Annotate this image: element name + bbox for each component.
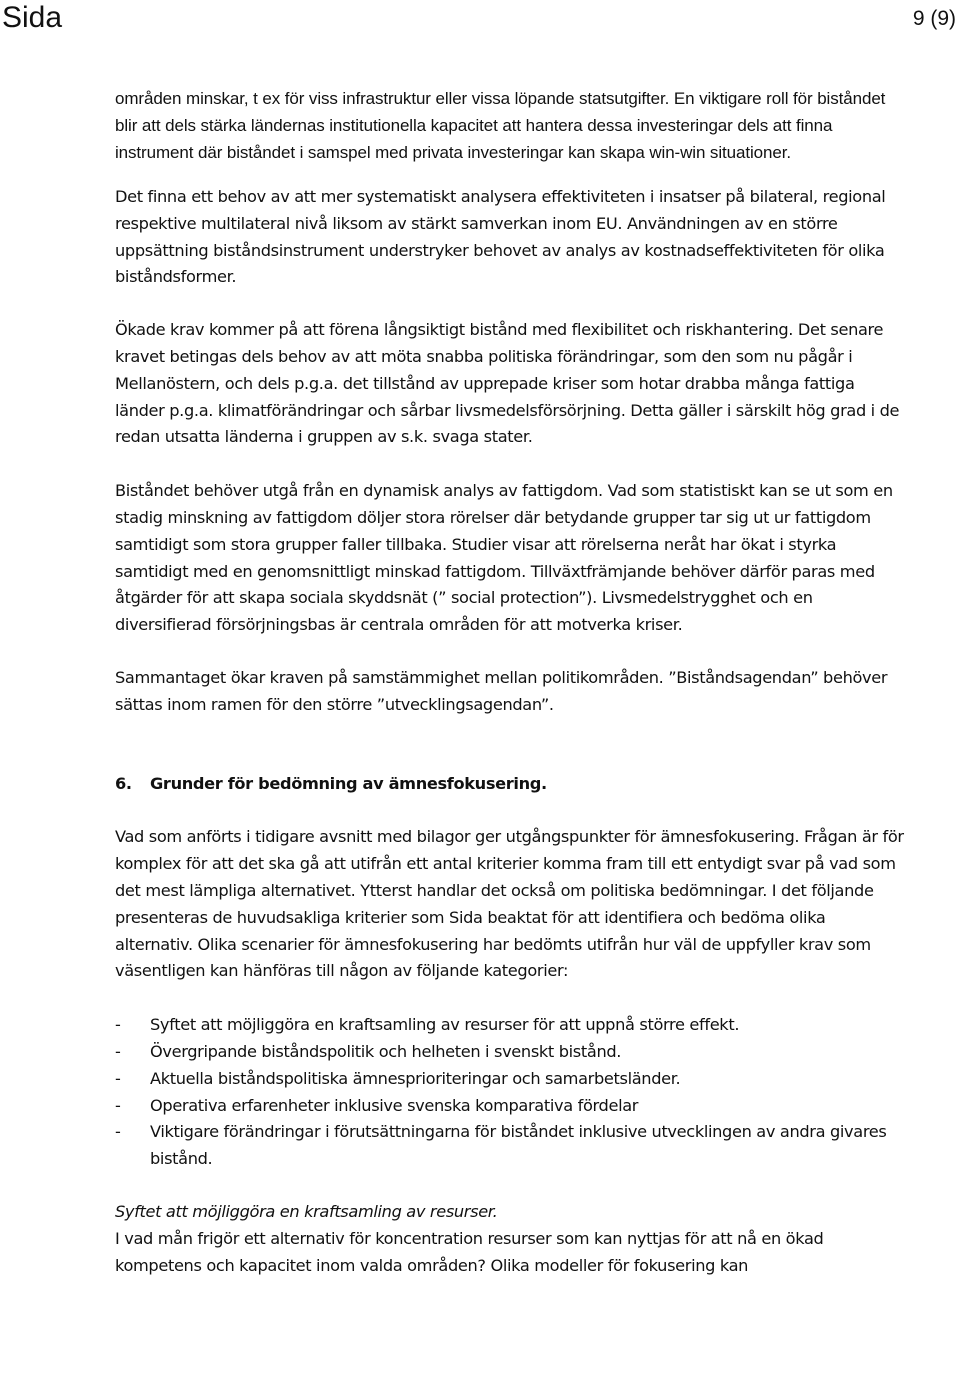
subheading: Syftet att möjliggöra en kraftsamling av resurser. (115, 1201, 498, 1221)
paragraph-1: områden minskar, t ex för viss infrastruktur eller vissa löpande statsutgifter. En viktigare roll för biståndet blir att dels stärka ländernas institutionella kapacitet att hantera dessa investeringar dels att finna instrument där biståndet i samspel med privata investeringar kan skapa win-win situationer. (115, 89, 886, 162)
criteria-list (115, 1012, 905, 1173)
document-body (115, 85, 905, 1279)
list-item (115, 1039, 905, 1066)
list-item-text: Övergripande biståndspolitik och helheten i svenskt bistånd. (150, 1041, 622, 1061)
section-heading (115, 771, 905, 798)
list-item (115, 1012, 905, 1039)
bullet-marker: - (115, 1015, 121, 1035)
list-item-text: Operativa erfarenheter inklusive svenska komparativa fördelar (150, 1095, 639, 1115)
section-title: Grunder för bedömning av ämnesfokusering. (150, 773, 547, 793)
paragraph-4: Biståndet behöver utgå från en dynamisk analys av fattigdom. Vad som statistiskt kan se ut som en stadig minskning av fattigdom döljer stora rörelser där betydande grupper tar sig ut ur fattigdom samtidigt som stora grupper faller tillbaka. Studier visar att rörelserna neråt har ökat i styrka samtidigt med en genomsnittligt minskad fattigdom. Tillväxtfrämjande behöver därför paras med åtgärder för att skapa sociala skyddsnät (” social protection”). Livsmedelstrygghet och en diversifierad försörjningsbas är centrala områden för att motverka kriser. (115, 481, 893, 635)
paragraph-3: Ökade krav kommer på att förena långsiktigt bistånd med flexibilitet och riskhantering. Det senare kravet betingas dels behov av att möta snabba politiska förändringar, som den som nu pågår i Mellanöstern, och dels p.g.a. det tillstånd av upprepade kriser som hotar drabba många fattiga länder p.g.a. klimatförändringar och sårbar livsmedelsförsörjning. Detta gäller i särskilt hög grad i de redan utsatta länderna i gruppen av s.k. svaga stater. (115, 320, 900, 447)
list-item-text: Aktuella biståndspolitiska ämnesprioriteringar och samarbetsländer. (150, 1068, 681, 1088)
bullet-marker: - (115, 1068, 121, 1088)
bullet-marker: - (115, 1041, 121, 1061)
list-item-text: Viktigare förändringar i förutsättningarna för biståndet inklusive utvecklingen av andra givares bistånd. (150, 1122, 887, 1169)
bullet-marker: - (115, 1095, 121, 1115)
list-item (115, 1093, 905, 1120)
list-item-text: Syftet att möjliggöra en kraftsamling av resurser för att uppnå större effekt. (150, 1015, 740, 1035)
paragraph-7: I vad mån frigör ett alternativ för koncentration resurser som kan nyttjas för att nå en ökad kompetens och kapacitet inom valda områden? Olika modeller för fokusering kan (115, 1228, 824, 1275)
header-brand: Sida (2, 1, 63, 34)
paragraph-2: Det finna ett behov av att mer systematiskt analysera effektiviteten i insatser på bilateral, regional respektive multilateral nivå liksom av stärkt samverkan inom EU. Användningen av en större uppsättning biståndsinstrument understryker behovet av analys av kostnadseffektiviteten för olika biståndsformer. (115, 187, 886, 287)
paragraph-5: Sammantaget ökar kraven på samstämmighet mellan politikområden. ”Biståndsagendan” behöver sättas inom ramen för den större ”utvecklingsagendan”. (115, 667, 888, 714)
section-number: 6. (115, 773, 132, 793)
bullet-marker: - (115, 1122, 121, 1142)
list-item (115, 1119, 905, 1173)
list-item (115, 1066, 905, 1093)
paragraph-6: Vad som anförts i tidigare avsnitt med bilagor ger utgångspunkter för ämnesfokusering. Frågan är för komplex för att det ska gå att utifrån ett antal kriterier komma fram till ett entydigt svar på vad som det mest lämpliga alternativet. Ytterst handlar det också om politiska bedömningar. I det följande presenteras de huvudsakliga kriterier som Sida beaktat för att identifiera och bedöma olika alternativ. Olika scenarier för ämnesfokusering har bedömts utifrån hur väl de uppfyller krav som väsentligen kan hänföras till någon av följande kategorier: (115, 827, 904, 981)
page-number: 9 (9) (912, 7, 956, 30)
